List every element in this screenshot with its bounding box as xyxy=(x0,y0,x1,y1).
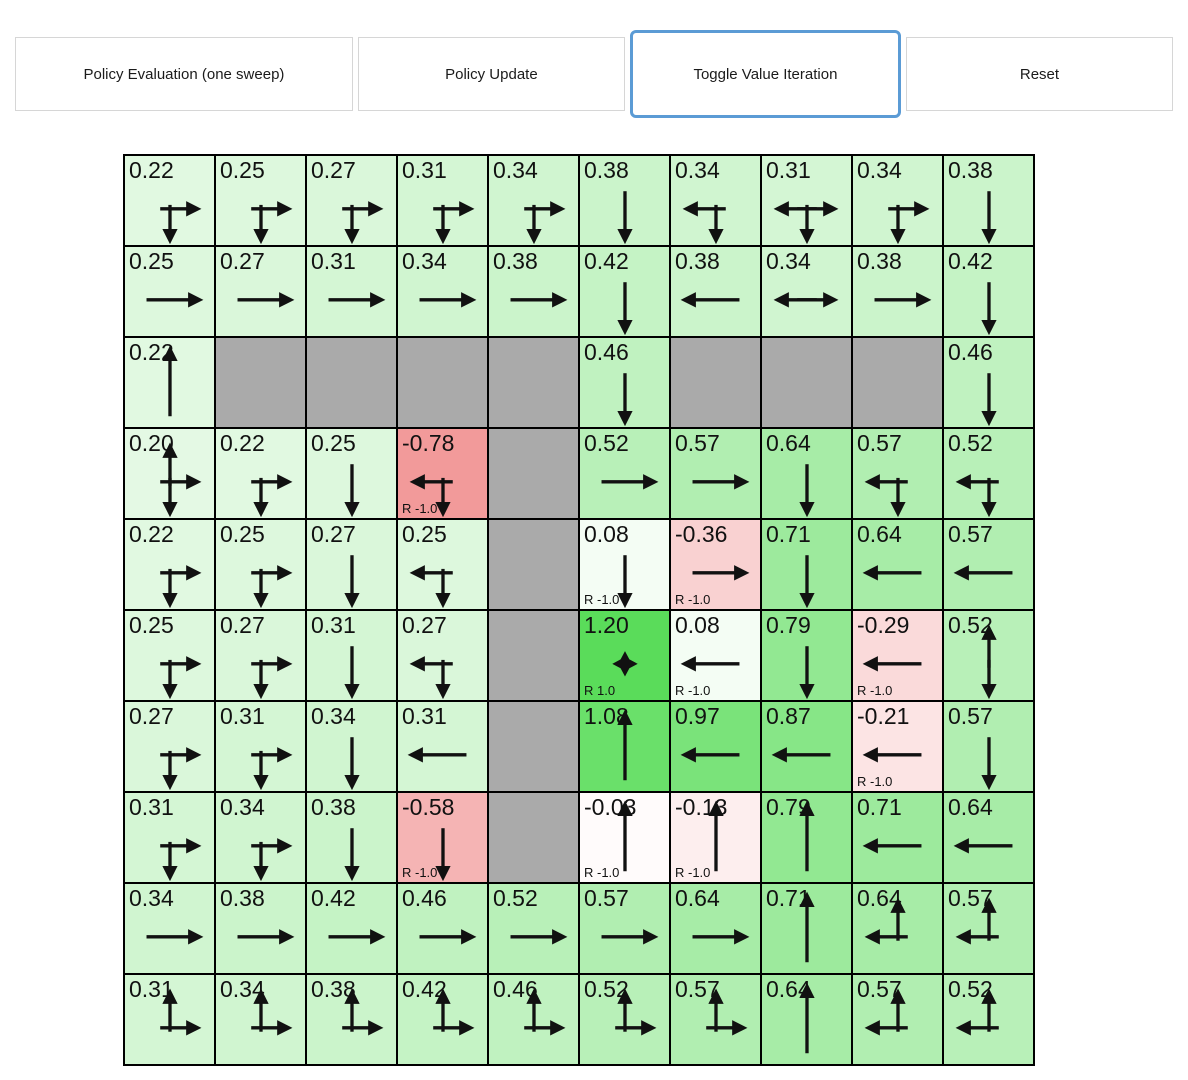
grid-cell[interactable] xyxy=(670,974,761,1065)
cell-value: 0.64 xyxy=(857,885,902,911)
cell-value: 0.34 xyxy=(129,885,174,911)
cell-value: 0.25 xyxy=(129,248,174,274)
wall-cell[interactable] xyxy=(488,792,579,883)
cell-value: 0.46 xyxy=(493,976,538,1002)
cell-value: 0.87 xyxy=(766,703,811,729)
cell-value: 1.20 xyxy=(584,612,629,638)
grid-cell[interactable] xyxy=(670,792,761,883)
cell-value: 0.57 xyxy=(948,521,993,547)
grid-cell[interactable] xyxy=(670,701,761,792)
grid-cell[interactable] xyxy=(215,883,306,974)
cell-value: 0.42 xyxy=(584,248,629,274)
grid-cell[interactable] xyxy=(579,155,670,246)
cell-value: 0.57 xyxy=(675,976,720,1002)
cell-value: 0.20 xyxy=(129,430,174,456)
grid-cell[interactable] xyxy=(124,519,215,610)
grid-cell[interactable] xyxy=(670,246,761,337)
grid-cell[interactable] xyxy=(943,701,1034,792)
cell-value: 0.52 xyxy=(584,430,629,456)
button-policy-evaluation-one-sweep[interactable]: Policy Evaluation (one sweep) xyxy=(15,37,353,111)
grid-cell[interactable] xyxy=(306,792,397,883)
cell-value: 0.57 xyxy=(675,430,720,456)
cell-value: 0.31 xyxy=(311,248,356,274)
cell-value: 0.34 xyxy=(311,703,356,729)
grid-cell[interactable] xyxy=(943,519,1034,610)
cell-value: 0.25 xyxy=(220,157,265,183)
grid-cell[interactable] xyxy=(488,246,579,337)
cell-value: 0.46 xyxy=(948,339,993,365)
cell-value: 0.52 xyxy=(584,976,629,1002)
cell-value: 0.08 xyxy=(584,521,629,547)
cell-value: 0.42 xyxy=(402,976,447,1002)
cell-value: 0.46 xyxy=(402,885,447,911)
reward-label: R -1.0 xyxy=(584,865,620,880)
grid-cell[interactable] xyxy=(761,246,852,337)
grid-cell[interactable] xyxy=(943,610,1034,701)
grid-cell[interactable] xyxy=(852,246,943,337)
cell-value: 0.34 xyxy=(402,248,447,274)
wall-cell[interactable] xyxy=(488,519,579,610)
grid-cell[interactable] xyxy=(124,792,215,883)
grid-cell[interactable] xyxy=(579,428,670,519)
cell-value: 0.42 xyxy=(948,248,993,274)
cell-value: 0.31 xyxy=(311,612,356,638)
cell-value: 0.57 xyxy=(584,885,629,911)
grid-cell[interactable] xyxy=(215,428,306,519)
cell-value: 0.22 xyxy=(129,521,174,547)
reward-label: R -1.0 xyxy=(675,592,711,607)
cell-value: 0.97 xyxy=(675,703,720,729)
grid-cell[interactable] xyxy=(306,428,397,519)
cell-value: 0.22 xyxy=(220,430,265,456)
cell-value: 0.38 xyxy=(675,248,720,274)
grid-cell[interactable] xyxy=(124,155,215,246)
grid-cell[interactable] xyxy=(761,974,852,1065)
grid-cell[interactable] xyxy=(761,519,852,610)
grid-cell[interactable] xyxy=(397,155,488,246)
grid-cell[interactable] xyxy=(397,701,488,792)
gridworld-grid xyxy=(123,154,1035,1066)
grid-cell[interactable] xyxy=(124,701,215,792)
grid-cell[interactable] xyxy=(852,610,943,701)
cell-value: 0.34 xyxy=(220,976,265,1002)
grid-cell[interactable] xyxy=(397,428,488,519)
grid-cell[interactable] xyxy=(761,610,852,701)
grid-cell[interactable] xyxy=(397,246,488,337)
grid-cell[interactable] xyxy=(852,792,943,883)
cell-value: 0.57 xyxy=(948,885,993,911)
cell-value: 0.71 xyxy=(857,794,902,820)
cell-value: 0.64 xyxy=(766,430,811,456)
cell-value: 0.57 xyxy=(857,976,902,1002)
button-reset[interactable]: Reset xyxy=(906,37,1173,111)
grid-cell[interactable] xyxy=(579,610,670,701)
cell-value: 0.79 xyxy=(766,612,811,638)
cell-value: -0.21 xyxy=(857,703,910,729)
grid-cell[interactable] xyxy=(670,519,761,610)
wall-cell[interactable] xyxy=(488,337,579,428)
grid-cell[interactable] xyxy=(943,155,1034,246)
cell-value: 0.52 xyxy=(493,885,538,911)
grid-cell[interactable] xyxy=(579,883,670,974)
grid-cell[interactable] xyxy=(215,610,306,701)
grid-cell[interactable] xyxy=(943,246,1034,337)
grid-cell[interactable] xyxy=(943,883,1034,974)
cell-value: 0.31 xyxy=(129,976,174,1002)
grid-cell[interactable] xyxy=(761,883,852,974)
grid-cell[interactable] xyxy=(306,701,397,792)
cell-value: 0.27 xyxy=(311,157,356,183)
cell-value: 0.71 xyxy=(766,885,811,911)
grid-cell[interactable] xyxy=(215,519,306,610)
wall-cell[interactable] xyxy=(488,701,579,792)
reward-label: R 1.0 xyxy=(584,683,616,698)
cell-value: 0.52 xyxy=(948,976,993,1002)
cell-value: 0.64 xyxy=(675,885,720,911)
cell-value: 0.31 xyxy=(402,157,447,183)
grid-cell[interactable] xyxy=(488,883,579,974)
grid-cell[interactable] xyxy=(761,428,852,519)
grid-cell[interactable] xyxy=(670,610,761,701)
cell-value: 0.34 xyxy=(675,157,720,183)
grid-cell[interactable] xyxy=(124,883,215,974)
cell-value: 0.31 xyxy=(402,703,447,729)
wall-cell[interactable] xyxy=(306,337,397,428)
wall-cell[interactable] xyxy=(215,337,306,428)
grid-cell[interactable] xyxy=(397,519,488,610)
cell-value: 0.57 xyxy=(948,703,993,729)
cell-value: 0.27 xyxy=(220,612,265,638)
cell-value: 0.27 xyxy=(311,521,356,547)
grid-cell[interactable] xyxy=(215,792,306,883)
grid-cell[interactable] xyxy=(488,155,579,246)
cell-value: 0.34 xyxy=(220,794,265,820)
cell-value: -0.58 xyxy=(402,794,455,820)
grid-cell[interactable] xyxy=(852,428,943,519)
grid-cell[interactable] xyxy=(852,883,943,974)
cell-value: 0.27 xyxy=(220,248,265,274)
goal-star-icon xyxy=(612,651,637,676)
cell-value: 0.38 xyxy=(311,794,356,820)
cell-value: 0.22 xyxy=(129,157,174,183)
grid-cell[interactable] xyxy=(124,246,215,337)
cell-value: 0.31 xyxy=(766,157,811,183)
cell-value: 0.25 xyxy=(311,430,356,456)
reward-label: R -1.0 xyxy=(402,501,438,516)
reward-label: R -1.0 xyxy=(675,683,711,698)
cell-value: 0.42 xyxy=(311,885,356,911)
cell-value: 0.08 xyxy=(675,612,720,638)
grid-cell[interactable] xyxy=(306,610,397,701)
grid-cell[interactable] xyxy=(397,610,488,701)
cell-value: -0.29 xyxy=(857,612,910,638)
cell-value: -0.13 xyxy=(675,794,728,820)
grid-cell[interactable] xyxy=(579,519,670,610)
button-toggle-value-iteration[interactable]: Toggle Value Iteration xyxy=(630,30,901,118)
grid-cell[interactable] xyxy=(215,155,306,246)
cell-value: 0.64 xyxy=(948,794,993,820)
cell-value: -0.36 xyxy=(675,521,728,547)
cell-value: 1.08 xyxy=(584,703,629,729)
grid-cell[interactable] xyxy=(124,428,215,519)
grid-cell[interactable] xyxy=(579,246,670,337)
grid-cell[interactable] xyxy=(852,701,943,792)
wall-cell[interactable] xyxy=(670,337,761,428)
reward-label: R -1.0 xyxy=(584,592,620,607)
cell-value: 0.46 xyxy=(584,339,629,365)
grid-cell[interactable] xyxy=(215,701,306,792)
grid-cell[interactable] xyxy=(761,792,852,883)
cell-value: 0.25 xyxy=(402,521,447,547)
toolbar xyxy=(15,30,1173,118)
cell-value: 0.52 xyxy=(948,430,993,456)
cell-value: 0.31 xyxy=(220,703,265,729)
grid-cell[interactable] xyxy=(306,246,397,337)
cell-value: 0.57 xyxy=(857,430,902,456)
grid-cell[interactable] xyxy=(579,701,670,792)
wall-cell[interactable] xyxy=(488,428,579,519)
cell-value: 0.38 xyxy=(220,885,265,911)
cell-value: 0.27 xyxy=(402,612,447,638)
grid-cell[interactable] xyxy=(579,792,670,883)
grid-cell[interactable] xyxy=(215,246,306,337)
grid-cell[interactable] xyxy=(761,701,852,792)
reward-label: R -1.0 xyxy=(675,865,711,880)
grid-cell[interactable] xyxy=(852,974,943,1065)
grid-cell[interactable] xyxy=(124,610,215,701)
grid-cell[interactable] xyxy=(306,883,397,974)
cell-value: -0.03 xyxy=(584,794,637,820)
cell-value: 0.64 xyxy=(857,521,902,547)
grid-cell[interactable] xyxy=(852,519,943,610)
button-policy-update[interactable]: Policy Update xyxy=(358,37,625,111)
cell-value: 0.22 xyxy=(129,339,174,365)
wall-cell[interactable] xyxy=(488,610,579,701)
grid-cell[interactable] xyxy=(124,974,215,1065)
cell-value: 0.38 xyxy=(311,976,356,1002)
cell-value: 0.34 xyxy=(766,248,811,274)
cell-value: 0.79 xyxy=(766,794,811,820)
reward-label: R -1.0 xyxy=(402,865,438,880)
cell-value: 0.64 xyxy=(766,976,811,1002)
cell-value: 0.38 xyxy=(584,157,629,183)
cell-value: 0.34 xyxy=(857,157,902,183)
cell-value: 0.71 xyxy=(766,521,811,547)
grid-cell[interactable] xyxy=(670,883,761,974)
grid-cell[interactable] xyxy=(397,883,488,974)
grid-cell[interactable] xyxy=(124,337,215,428)
grid-cell[interactable] xyxy=(397,792,488,883)
grid-cell[interactable] xyxy=(943,428,1034,519)
cell-value: 0.25 xyxy=(220,521,265,547)
wall-cell[interactable] xyxy=(761,337,852,428)
wall-cell[interactable] xyxy=(852,337,943,428)
cell-value: 0.31 xyxy=(129,794,174,820)
grid-cell[interactable] xyxy=(943,792,1034,883)
grid-cell[interactable] xyxy=(306,519,397,610)
grid-cell[interactable] xyxy=(579,337,670,428)
grid-cell[interactable] xyxy=(852,155,943,246)
grid-cell[interactable] xyxy=(670,155,761,246)
grid-cell[interactable] xyxy=(488,974,579,1065)
cell-value: 0.52 xyxy=(948,612,993,638)
reward-label: R -1.0 xyxy=(857,683,893,698)
cell-value: 0.38 xyxy=(948,157,993,183)
wall-cell[interactable] xyxy=(397,337,488,428)
cell-value: 0.38 xyxy=(493,248,538,274)
cell-value: 0.38 xyxy=(857,248,902,274)
reward-label: R -1.0 xyxy=(857,774,893,789)
grid-cell[interactable] xyxy=(761,155,852,246)
cell-value: 0.27 xyxy=(129,703,174,729)
cell-value: 0.25 xyxy=(129,612,174,638)
grid-cell[interactable] xyxy=(943,974,1034,1065)
cell-value: -0.78 xyxy=(402,430,455,456)
grid-cell[interactable] xyxy=(397,974,488,1065)
grid-cell[interactable] xyxy=(579,974,670,1065)
grid-cell[interactable] xyxy=(306,155,397,246)
cell-value: 0.34 xyxy=(493,157,538,183)
grid-cell[interactable] xyxy=(215,974,306,1065)
grid-cell[interactable] xyxy=(670,428,761,519)
grid-cell[interactable] xyxy=(943,337,1034,428)
grid-cell[interactable] xyxy=(306,974,397,1065)
